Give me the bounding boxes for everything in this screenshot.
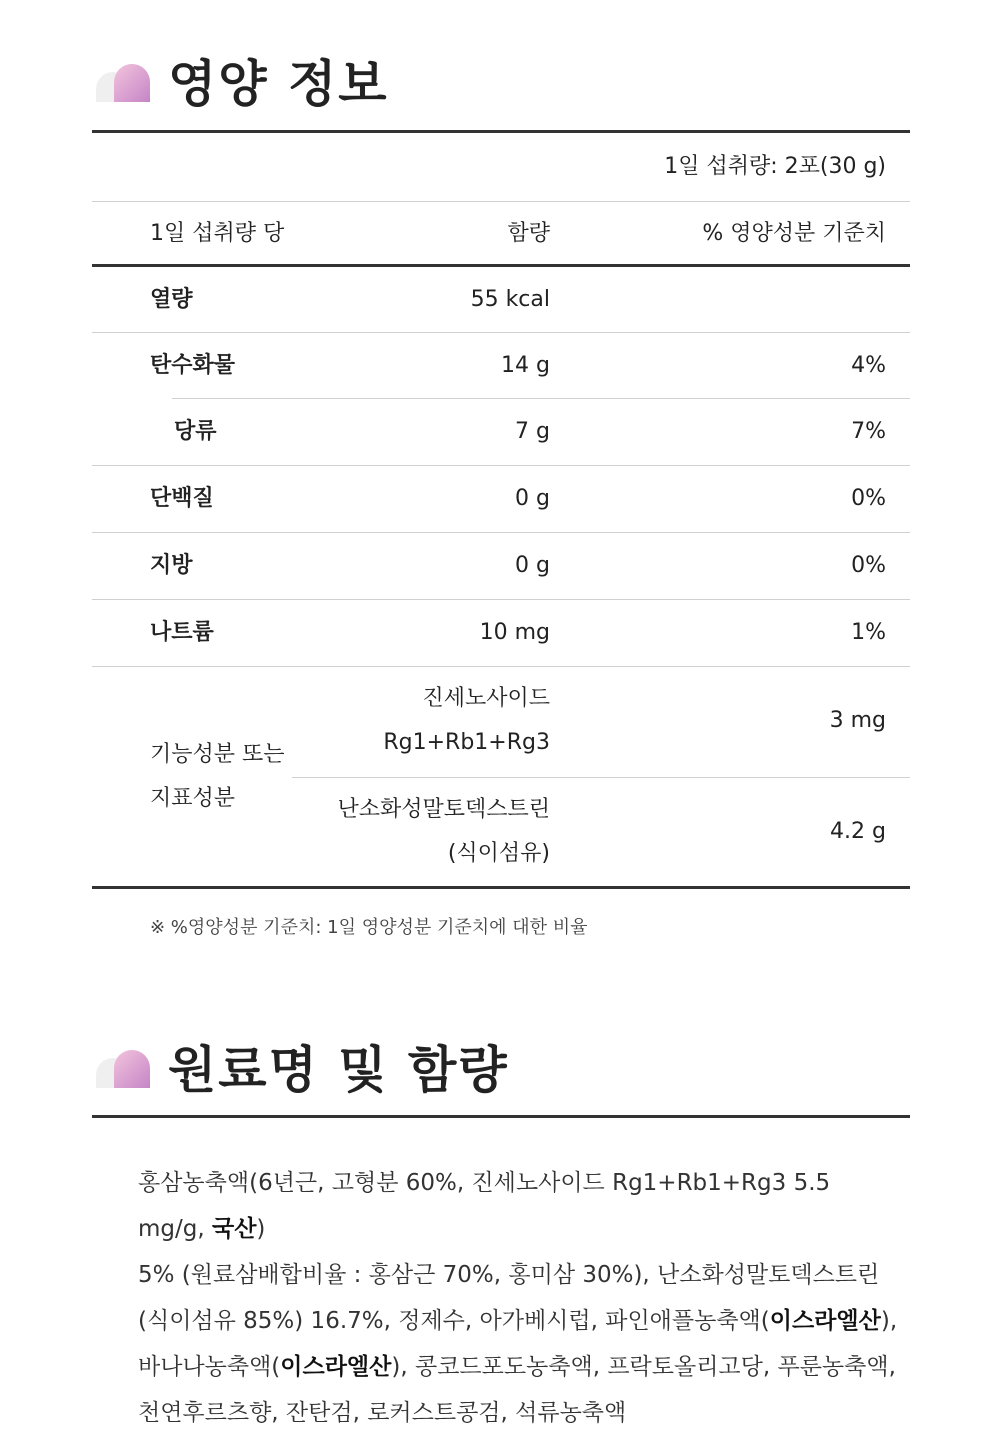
- ingredients-rule: [92, 1115, 910, 1118]
- functional-item-amount: 3 mg: [829, 708, 886, 733]
- functional-label: 지표성분: [150, 786, 236, 811]
- row-amount: 0 g: [515, 486, 550, 511]
- semicircle-bullet-icon: [96, 1044, 152, 1088]
- row-name: 지방: [150, 553, 193, 578]
- ingredients-section-title: [96, 1030, 509, 1102]
- divider: [92, 532, 910, 533]
- row-amount: 55 kcal: [470, 287, 550, 312]
- ingredients-line: (식이섬유 85%) 16.7%, 정제수, 아가베시럽, 파인애플농축액(이스라엘산),: [138, 1308, 898, 1334]
- row-amount: 7 g: [515, 419, 550, 444]
- divider: [292, 777, 910, 778]
- table-top-rule: [92, 130, 910, 133]
- row-name: 단백질: [150, 486, 214, 511]
- origin-label: 국산: [211, 1216, 257, 1242]
- divider: [92, 666, 910, 667]
- row-percent: 1%: [851, 620, 886, 645]
- row-amount: 14 g: [501, 353, 550, 378]
- row-name: 열량: [150, 287, 193, 312]
- origin-label: 이스라엘산: [280, 1354, 392, 1380]
- row-amount: 10 mg: [479, 620, 550, 645]
- functional-item-name: 난소화성말토덱스트린: [337, 797, 550, 822]
- row-percent: 7%: [851, 419, 886, 444]
- ingredients-line: 천연후르츠향, 잔탄검, 로커스트콩검, 석류농축액: [138, 1400, 627, 1426]
- row-name: 나트륨: [150, 620, 214, 645]
- functional-item-name: (식이섬유): [447, 841, 550, 866]
- row-percent: 0%: [851, 553, 886, 578]
- divider: [92, 465, 910, 466]
- table-bottom-rule: [92, 886, 910, 889]
- functional-item-name: 진세노사이드: [422, 686, 550, 711]
- semicircle-bullet-icon: [96, 58, 152, 102]
- row-amount: 0 g: [515, 553, 550, 578]
- footnote: ※ %영양성분 기준치: 1일 영양성분 기준치에 대한 비율: [150, 917, 588, 938]
- functional-label: 기능성분 또는: [150, 742, 285, 767]
- row-percent: 4%: [851, 353, 886, 378]
- nutrition-section-title: [96, 44, 389, 116]
- header-per-serving: 1일 섭취량 당: [150, 221, 285, 246]
- row-name: 당류: [174, 419, 217, 444]
- row-name: 탄수화물: [150, 353, 236, 378]
- origin-label: 이스라엘산: [769, 1308, 881, 1334]
- ingredients-line: 5% (원료삼배합비율 : 홍삼근 70%, 홍미삼 30%), 난소화성말토덱스트린: [138, 1262, 880, 1288]
- functional-item-name: Rg1+Rb1+Rg3: [383, 730, 550, 755]
- divider: [172, 398, 910, 399]
- row-percent: 0%: [851, 486, 886, 511]
- divider: [92, 201, 910, 202]
- header-rule: [92, 264, 910, 267]
- ingredients-line: 바나나농축액(이스라엘산), 콩코드포도농축액, 프락토올리고당, 푸룬농축액,: [138, 1354, 896, 1380]
- ingredients-title: 원료명 및 함량: [168, 1041, 509, 1099]
- divider: [92, 599, 910, 600]
- header-amount: 함량: [507, 221, 550, 246]
- functional-item-amount: 4.2 g: [830, 819, 886, 844]
- ingredients-line: 홍삼농축액(6년근, 고형분 60%, 진세노사이드 Rg1+Rb1+Rg3 5.5 mg/g, 국산): [138, 1170, 831, 1242]
- header-percent: % 영양성분 기준치: [702, 221, 886, 246]
- divider: [92, 332, 910, 333]
- ingredients-text: [138, 1160, 898, 1436]
- nutrition-title: 영양 정보: [168, 55, 389, 113]
- serving-size: 1일 섭취량: 2포(30 g): [664, 154, 886, 179]
